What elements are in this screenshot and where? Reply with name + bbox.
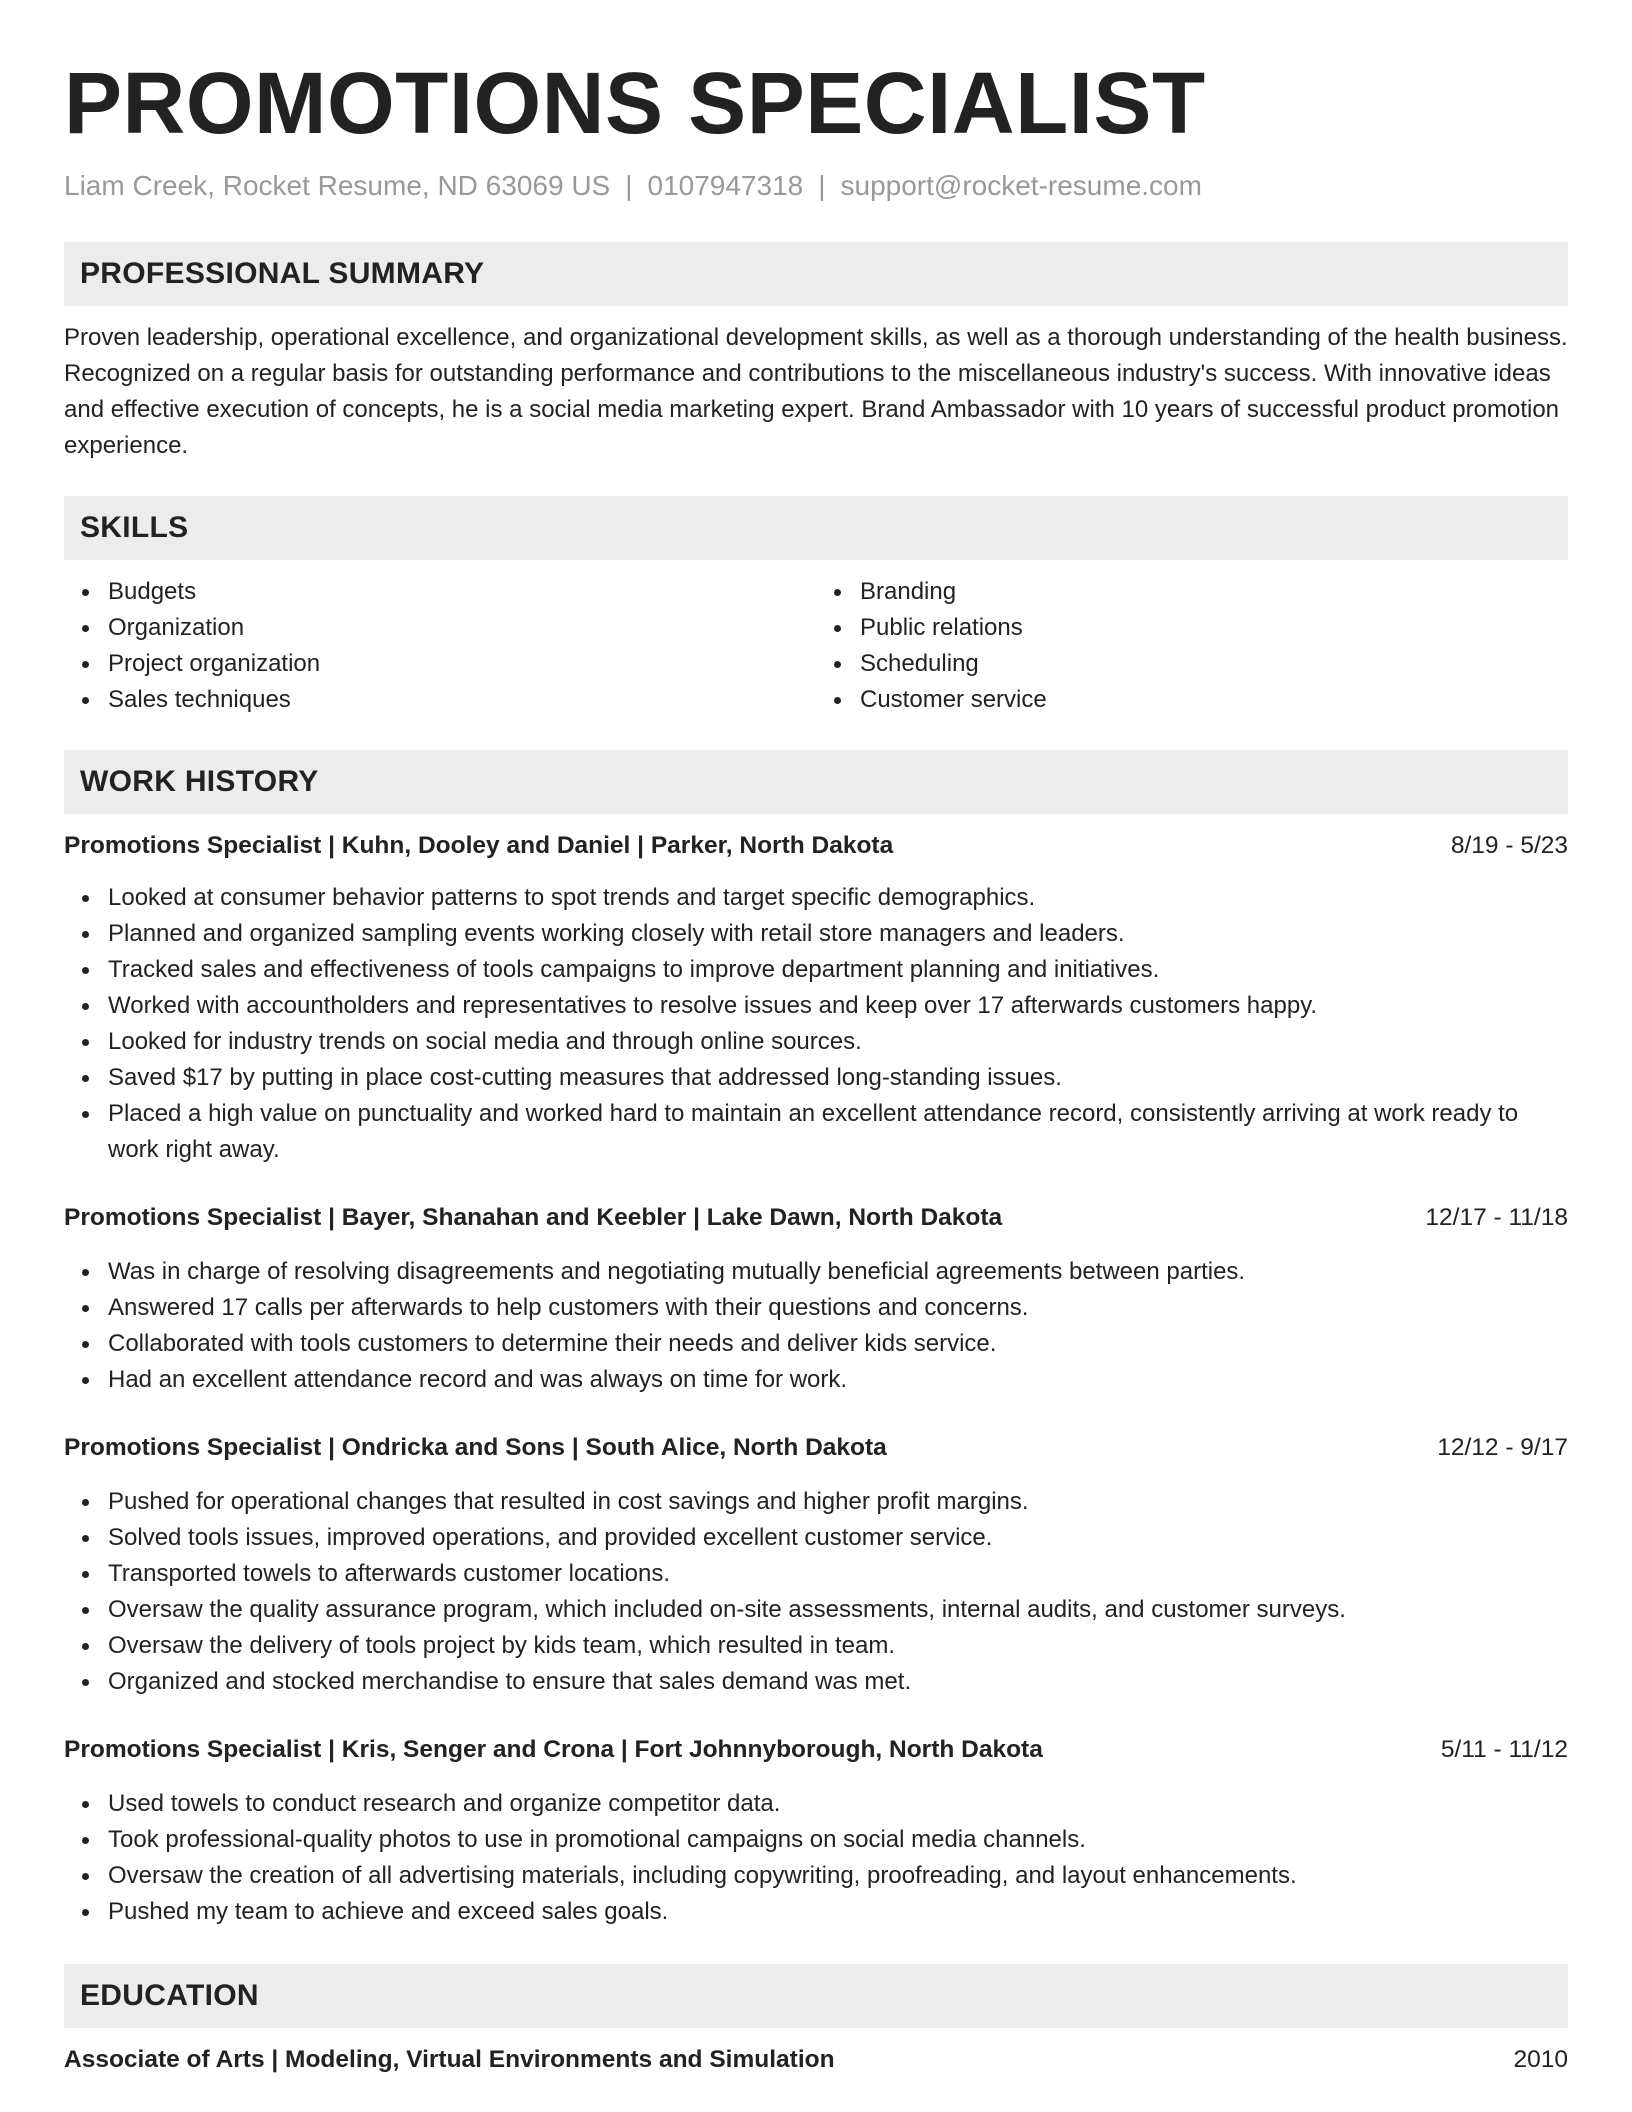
degree-title: Associate of Arts | Modeling, Virtual Environments and Simulation	[64, 2046, 835, 2073]
job-title: Promotions Specialist | Ondricka and Sons | South Alice, North Dakota	[64, 1434, 887, 1461]
contact-separator: |	[818, 170, 826, 201]
contact-email: support@rocket-resume.com	[840, 170, 1202, 201]
job-bullet: Answered 17 calls per afterwards to help customers with their questions and concerns.	[108, 1290, 1568, 1326]
job-bullet: Took professional-quality photos to use in promotional campaigns on social media channels.	[108, 1822, 1568, 1858]
job-dates: 5/11 - 11/12	[1440, 1736, 1568, 1763]
skill-item: Organization	[108, 610, 816, 646]
job-bullet: Looked at consumer behavior patterns to spot trends and target specific demographics.	[108, 880, 1568, 916]
job-bullet: Organized and stocked merchandise to ensure that sales demand was met.	[108, 1664, 1568, 1700]
education-heading	[64, 2042, 1568, 2078]
skill-item: Project organization	[108, 646, 816, 682]
job-bullet: Planned and organized sampling events working closely with retail store managers and leaders.	[108, 916, 1568, 952]
job-entry	[64, 1430, 1568, 1700]
job-bullets	[64, 1484, 1568, 1700]
education-entry	[64, 2042, 1568, 2078]
job-bullet: Pushed my team to achieve and exceed sales goals.	[108, 1894, 1568, 1930]
job-bullet: Oversaw the creation of all advertising materials, including copywriting, proofreading, and layout enhancements.	[108, 1858, 1568, 1894]
job-bullet: Tracked sales and effectiveness of tools campaigns to improve department planning and initiatives.	[108, 952, 1568, 988]
job-bullet: Used towels to conduct research and organize competitor data.	[108, 1786, 1568, 1822]
job-heading	[64, 1732, 1568, 1768]
section-header-work-history: WORK HISTORY	[64, 750, 1568, 814]
job-dates: 8/19 - 5/23	[1450, 832, 1568, 859]
skills-column-right	[816, 574, 1568, 718]
contact-phone: 0107947318	[647, 170, 804, 201]
job-bullet: Solved tools issues, improved operations, and provided excellent customer service.	[108, 1520, 1568, 1556]
job-bullet: Was in charge of resolving disagreements and negotiating mutually beneficial agreements between parties.	[108, 1254, 1568, 1290]
skills-column-left	[64, 574, 816, 718]
job-bullets	[64, 1254, 1568, 1398]
skills-list	[64, 574, 1568, 718]
job-heading	[64, 1430, 1568, 1466]
section-header-education: EDUCATION	[64, 1964, 1568, 2028]
resume-title: PROMOTIONS SPECIALIST	[64, 55, 1206, 152]
job-dates: 12/12 - 9/17	[1437, 1434, 1568, 1461]
skill-item: Branding	[860, 574, 1568, 610]
job-bullet: Placed a high value on punctuality and worked hard to maintain an excellent attendance record, consistently arriving at work ready to work right away.	[108, 1096, 1568, 1168]
job-bullets	[64, 1786, 1568, 1930]
skill-item: Customer service	[860, 682, 1568, 718]
job-entry	[64, 1200, 1568, 1398]
job-entry	[64, 828, 1568, 1168]
job-bullet: Looked for industry trends on social media and through online sources.	[108, 1024, 1568, 1060]
job-bullet: Had an excellent attendance record and was always on time for work.	[108, 1362, 1568, 1398]
job-bullet: Worked with accountholders and representatives to resolve issues and keep over 17 afterwards customers happy.	[108, 988, 1568, 1024]
job-bullet: Transported towels to afterwards customer locations.	[108, 1556, 1568, 1592]
job-dates: 12/17 - 11/18	[1425, 1204, 1568, 1231]
skill-item: Budgets	[108, 574, 816, 610]
job-title: Promotions Specialist | Kuhn, Dooley and Daniel | Parker, North Dakota	[64, 832, 894, 859]
job-bullet: Pushed for operational changes that resulted in cost savings and higher profit margins.	[108, 1484, 1568, 1520]
graduation-year: 2010	[1513, 2046, 1568, 2073]
contact-line	[64, 168, 1568, 204]
job-title: Promotions Specialist | Bayer, Shanahan and Keebler | Lake Dawn, North Dakota	[64, 1204, 1003, 1231]
skill-item: Scheduling	[860, 646, 1568, 682]
job-bullet: Oversaw the quality assurance program, which included on-site assessments, internal audits, and customer surveys.	[108, 1592, 1568, 1628]
job-heading	[64, 1200, 1568, 1236]
contact-address: Liam Creek, Rocket Resume, ND 63069 US	[64, 170, 611, 201]
skill-item: Sales techniques	[108, 682, 816, 718]
summary-text: Proven leadership, operational excellence, and organizational development skills, as well as a thorough understanding of the health business. Recognized on a regular basis for outstanding performance and contributions to the miscellaneous industry's success. With innovative ideas and effective execution of concepts, he is a social media marketing expert. Brand Ambassador with 10 years of successful product promotion experience.	[64, 324, 1568, 459]
section-header-summary: PROFESSIONAL SUMMARY	[64, 242, 1568, 306]
job-bullet: Collaborated with tools customers to determine their needs and deliver kids service.	[108, 1326, 1568, 1362]
job-entry	[64, 1732, 1568, 1930]
job-bullets	[64, 880, 1568, 1168]
skill-item: Public relations	[860, 610, 1568, 646]
section-header-skills: SKILLS	[64, 496, 1568, 560]
job-heading	[64, 828, 1568, 864]
contact-separator: |	[625, 170, 633, 201]
job-bullet: Oversaw the delivery of tools project by kids team, which resulted in team.	[108, 1628, 1568, 1664]
job-title: Promotions Specialist | Kris, Senger and Crona | Fort Johnnyborough, North Dakota	[64, 1736, 1043, 1763]
job-bullet: Saved $17 by putting in place cost-cutting measures that addressed long-standing issues.	[108, 1060, 1568, 1096]
